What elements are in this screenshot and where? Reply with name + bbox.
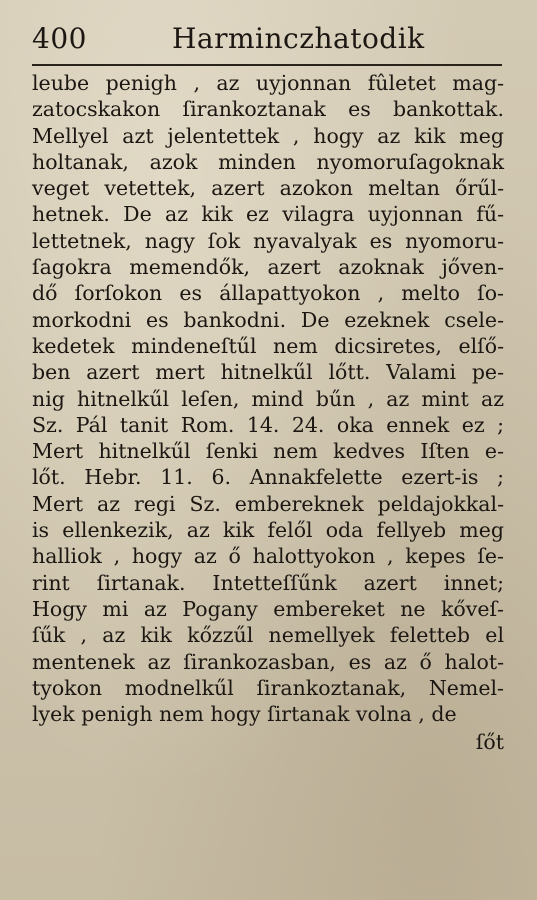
text-line: ben azert mert hitnelkűl lőtt. Valami pe- (32, 360, 504, 385)
text-line: Sz. Pál tanit Rom. 14. 24. oka ennek ez ; (32, 412, 504, 437)
text-line: Hogy mi az Pogany embereket ne kőveſ- (32, 596, 504, 621)
text-line: leube penigh , az uyjonnan fûletet mag- (32, 71, 504, 95)
header-rule (32, 64, 502, 66)
text-line: mentenek az ſirankozasban, es az ő halot- (32, 649, 504, 674)
catchword: ſőt (475, 730, 504, 755)
text-line: halliok , hogy az ő halottyokon , kepes ſe- (32, 544, 504, 569)
text-line: kedetek mindeneſtűl nem dicsiretes, elſő- (32, 333, 504, 358)
text-line: Mellyel azt jelentettek , hogy az kik meg (32, 123, 504, 148)
text-line: Mert az regi Sz. embereknek peldajokkal- (32, 491, 504, 516)
text-line: Mert hitnelkűl ſenki nem kedves Iſten e- (32, 439, 504, 464)
text-line: dő ſorſokon es állapattyokon , melto ſo- (32, 281, 504, 306)
text-line: lyek penigh nem hogy ſirtanak volna , de (32, 702, 457, 727)
text-line: nig hitnelkűl leſen, mind bűn , az mint az (32, 386, 504, 411)
text-line: rint ſirtanak. Intetteſſűnk azert innet; (32, 570, 504, 595)
text-line: morkodni es bankodni. De ezeknek csele- (32, 307, 504, 332)
text-line: veget vetettek, azert azokon meltan őrűl- (32, 176, 504, 201)
running-title: Harminczhatodik (172, 22, 425, 55)
text-line: zatocskakon ſirankoztanak es bankottak. (32, 97, 504, 122)
text-line: lőt. Hebr. 11. 6. Annakfelette ezert-is ; (32, 465, 504, 490)
text-line: ſagokra memendők, azert azoknak jőven- (32, 255, 504, 280)
page-header (32, 22, 509, 62)
text-line: ſűk , az kik kőzzűl nemellyek feletteb el (32, 623, 504, 648)
body-text (32, 70, 504, 727)
text-line: hetnek. De az kik ez vilagra uyjonnan fű- (32, 202, 504, 227)
text-line: holtanak, azok minden nyomoruſagoknak (32, 149, 504, 174)
text-line: is ellenkezik, az kik felől oda fellyeb meg (32, 518, 504, 543)
text-line: lettetnek, nagy ſok nyavalyak es nyomoru- (32, 228, 504, 253)
text-line: tyokon modnelkűl ſirankoztanak, Nemel- (32, 675, 504, 700)
page-number: 400 (32, 22, 87, 55)
